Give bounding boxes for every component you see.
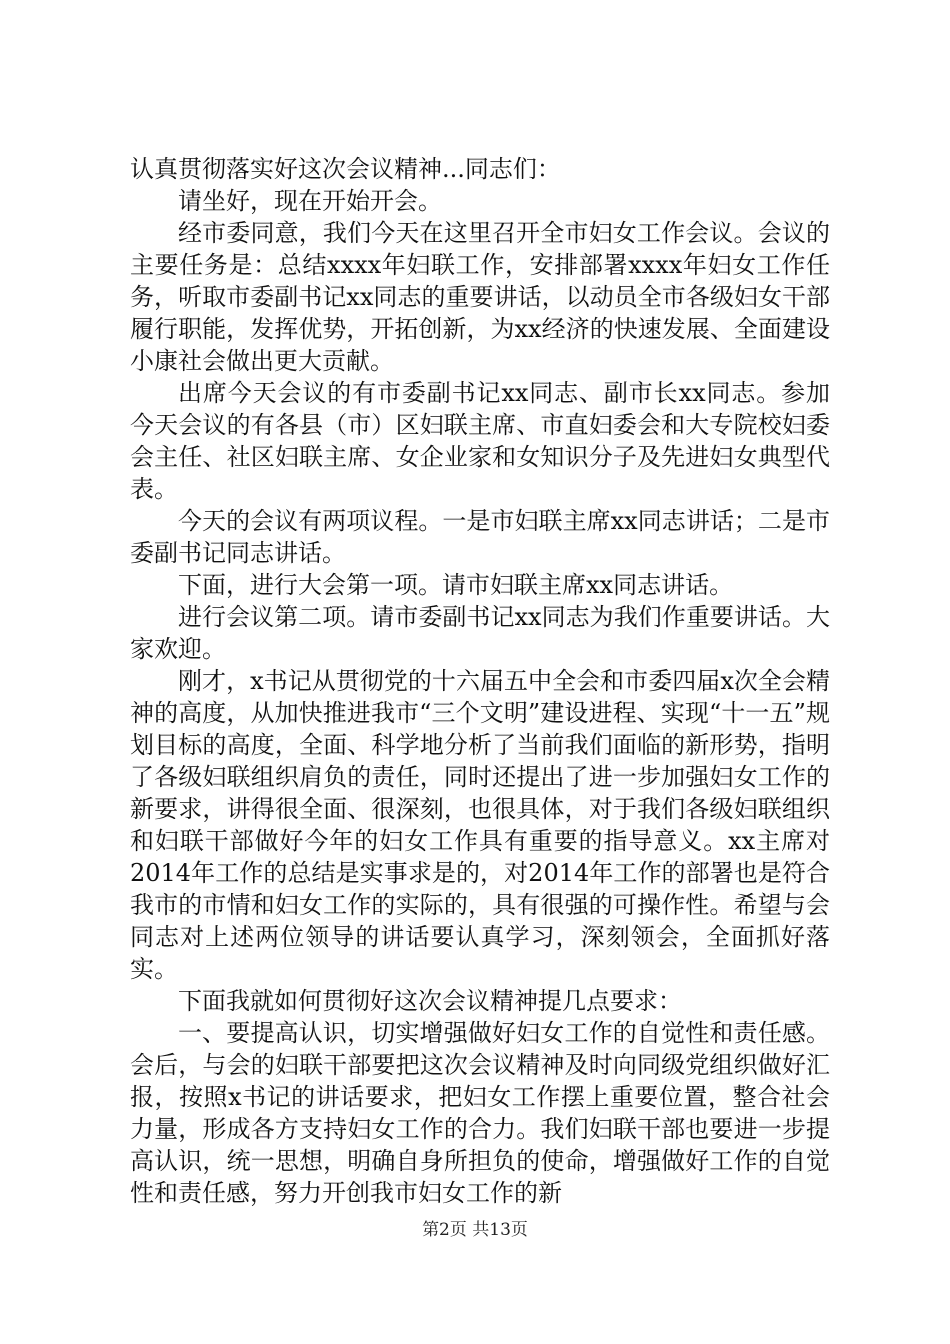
paragraph-summary: 刚才，x书记从贯彻党的十六届五中全会和市委四届x次全会精神的高度，从加快推进我市“三个文明”建设进程、实现“十一五”规划目标的高度，全面、科学地分析了当前我们面临的新形势，指明了各级妇联组织肩负的责任，同时还提出了进一步加强妇女工作的新要求，讲得很全面、很深刻，也很具体，对于我们各级妇联组织和妇联干部做好今年的妇女工作具有重要的指导意义。xx主席对2014年工作的总结是实事求是的，对2014年工作的部署也是符合我市的市情和妇女工作的实际的，具有很强的可操作性。希望与会同志对上述两位领导的讲话要认真学习，深刻领会，全面抓好落实。 xyxy=(130,667,830,983)
paragraph-agenda: 今天的会议有两项议程。一是市妇联主席xx同志讲话；二是市委副书记同志讲话。 xyxy=(130,507,830,567)
paragraph-seated: 请坐好，现在开始开会。 xyxy=(178,187,442,215)
page-footer: 第2页 共13页 xyxy=(422,1220,528,1240)
paragraph-second-item: 进行会议第二项。请市委副书记xx同志为我们作重要讲话。大家欢迎。 xyxy=(130,603,830,663)
document-body xyxy=(130,153,830,1209)
paragraph-requirement-one: 一、要提高认识，切实增强做好妇女工作的自觉性和责任感。会后，与会的妇联干部要把这次会议精神及时向同级党组织做好汇报，按照x书记的讲话要求，把妇女工作摆上重要位置，整合社会力量，形成各方支持妇女工作的合力。我们妇联干部也要进一步提高认识，统一思想，明确自身所担负的使命，增强做好工作的自觉性和责任感，努力开创我市妇女工作的新 xyxy=(130,1019,830,1207)
paragraph-attendees: 出席今天会议的有市委副书记xx同志、副市长xx同志。参加今天会议的有各县（市）区妇联主席、市直妇委会和大专院校妇委会主任、社区妇联主席、女企业家和女知识分子及先进妇女典型代表。 xyxy=(130,379,830,503)
paragraph-requirements-intro: 下面我就如何贯彻好这次会议精神提几点要求： xyxy=(178,987,682,1015)
paragraph-first-item: 下面，进行大会第一项。请市妇联主席xx同志讲话。 xyxy=(178,571,734,599)
paragraph-opening: 认真贯彻落实好这次会议精神...同志们： xyxy=(130,155,561,183)
paragraph-meeting-purpose: 经市委同意，我们今天在这里召开全市妇女工作会议。会议的主要任务是：总结xxxx年妇联工作，安排部署xxxx年妇女工作任务，听取市委副书记xx同志的重要讲话，以动员全市各级妇女干部履行职能，发挥优势，开拓创新，为xx经济的快速发展、全面建设小康社会做出更大贡献。 xyxy=(130,219,830,375)
